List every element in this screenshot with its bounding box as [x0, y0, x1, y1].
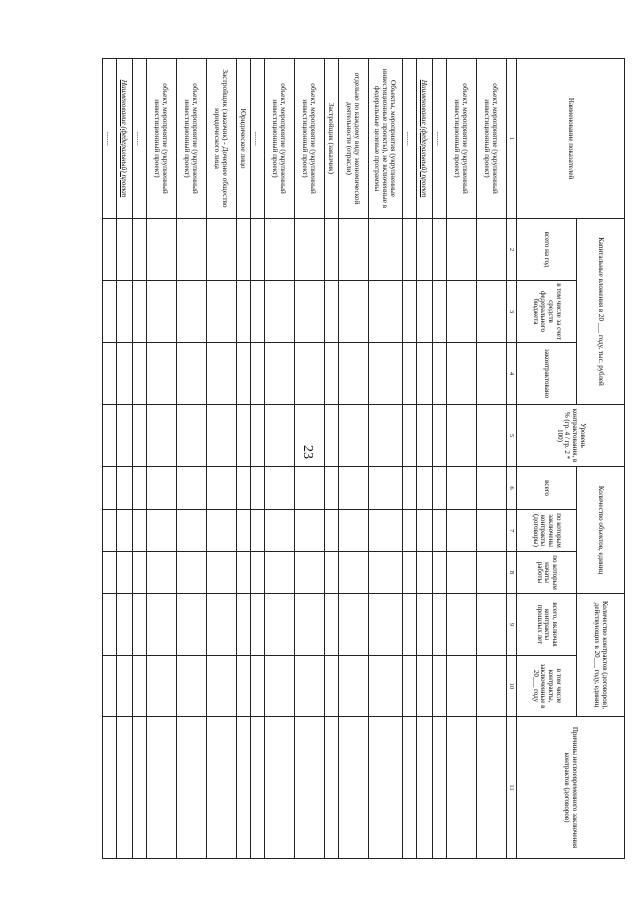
data-cell[interactable]	[402, 343, 416, 405]
data-cell[interactable]	[206, 467, 236, 510]
data-cell[interactable]	[446, 219, 476, 281]
table-row	[146, 59, 176, 859]
data-cell[interactable]	[416, 594, 432, 656]
data-cell[interactable]	[132, 467, 146, 510]
header-objects: Количество объектов, единиц	[577, 467, 625, 594]
data-cell[interactable]	[102, 219, 116, 281]
data-cell[interactable]	[338, 594, 368, 656]
data-cell[interactable]	[368, 656, 402, 717]
data-cell[interactable]	[250, 594, 264, 656]
data-cell[interactable]	[146, 717, 176, 859]
row-label	[446, 59, 476, 219]
row-label	[250, 59, 264, 219]
table-row	[432, 59, 446, 859]
row-label	[324, 59, 338, 219]
data-cell[interactable]	[116, 552, 132, 594]
row-label	[176, 59, 206, 219]
data-cell[interactable]	[132, 281, 146, 343]
data-cell[interactable]	[476, 510, 506, 552]
data-cell[interactable]	[324, 510, 338, 552]
data-cell[interactable]	[446, 281, 476, 343]
table-row	[116, 59, 132, 859]
data-cell[interactable]	[402, 281, 416, 343]
column-number: 8	[506, 552, 516, 594]
data-cell[interactable]	[236, 405, 250, 467]
row-label-text: Застройщик (заказчик)	[327, 102, 337, 175]
table-row	[416, 59, 432, 859]
data-cell[interactable]	[206, 594, 236, 656]
data-cell[interactable]	[416, 219, 432, 281]
data-cell[interactable]	[146, 510, 176, 552]
data-cell[interactable]	[294, 656, 324, 717]
data-cell[interactable]	[402, 717, 416, 859]
data-cell[interactable]	[432, 552, 446, 594]
table-row	[102, 59, 116, 859]
capital-investment-table	[102, 58, 625, 859]
table-row	[264, 59, 294, 859]
data-cell[interactable]	[250, 656, 264, 717]
table-row	[236, 59, 250, 859]
data-cell[interactable]	[146, 594, 176, 656]
row-label-text: Объекты, мероприятия (укрупненные инвестиционные проекты), не включенные в федеральные целевые программы	[373, 68, 399, 209]
row-label-text: объект, мероприятие (укрупненный инвестиционный проект)	[483, 83, 501, 194]
data-cell[interactable]	[368, 717, 402, 859]
header-capital-total: всего на год	[517, 219, 577, 281]
column-number: 2	[506, 219, 516, 281]
data-cell[interactable]	[294, 343, 324, 405]
column-number: 7	[506, 510, 516, 552]
data-cell[interactable]	[294, 552, 324, 594]
data-cell[interactable]	[116, 405, 132, 467]
data-cell[interactable]	[236, 594, 250, 656]
data-cell[interactable]	[338, 219, 368, 281]
data-cell[interactable]	[264, 405, 294, 467]
column-number: 11	[506, 717, 516, 859]
row-label-text: объект, мероприятие (укрупненный инвестиционный проект)	[301, 83, 319, 194]
data-cell[interactable]	[446, 343, 476, 405]
rotated-form	[105, 58, 625, 858]
data-cell[interactable]	[102, 594, 116, 656]
data-cell[interactable]	[446, 552, 476, 594]
data-cell[interactable]	[294, 510, 324, 552]
data-cell[interactable]	[338, 717, 368, 859]
data-cell[interactable]	[176, 594, 206, 656]
data-cell[interactable]	[236, 467, 250, 510]
data-cell[interactable]	[432, 405, 446, 467]
table-row	[338, 59, 368, 859]
data-cell[interactable]	[146, 552, 176, 594]
data-cell[interactable]	[294, 594, 324, 656]
data-cell[interactable]	[116, 717, 132, 859]
data-cell[interactable]	[368, 219, 402, 281]
column-number: 4	[506, 343, 516, 405]
header-capital: Капитальные вложения в 20 ___ году, тыс. рублей	[577, 219, 625, 405]
table-row	[402, 59, 416, 859]
data-cell[interactable]	[324, 281, 338, 343]
table-row	[446, 59, 476, 859]
table-row	[132, 59, 146, 859]
data-cell[interactable]	[102, 281, 116, 343]
data-cell[interactable]	[294, 405, 324, 467]
data-cell[interactable]	[132, 405, 146, 467]
data-cell[interactable]	[250, 467, 264, 510]
column-number: 9	[506, 594, 516, 656]
data-cell[interactable]	[116, 281, 132, 343]
data-cell[interactable]	[402, 656, 416, 717]
header-name: Наименование показателей	[517, 59, 625, 219]
data-cell[interactable]	[324, 552, 338, 594]
row-label	[368, 59, 402, 219]
data-cell[interactable]	[132, 343, 146, 405]
table-row	[476, 59, 506, 859]
row-label-text: ........	[435, 131, 445, 146]
data-cell[interactable]	[102, 656, 116, 717]
data-cell[interactable]	[236, 281, 250, 343]
data-cell[interactable]	[250, 552, 264, 594]
data-cell[interactable]	[324, 405, 338, 467]
data-cell[interactable]	[206, 219, 236, 281]
data-cell[interactable]	[446, 467, 476, 510]
data-cell[interactable]	[368, 281, 402, 343]
data-cell[interactable]	[250, 717, 264, 859]
data-cell[interactable]	[294, 717, 324, 859]
data-cell[interactable]	[176, 656, 206, 717]
data-cell[interactable]	[294, 219, 324, 281]
row-label	[402, 59, 416, 219]
row-label-text: ........	[405, 131, 415, 146]
data-cell[interactable]	[446, 405, 476, 467]
header-objects-total: всего	[517, 467, 577, 510]
row-label-text: Застройщик (заказчик) - Дочернее общество юридического лица	[213, 69, 231, 208]
data-cell[interactable]	[146, 405, 176, 467]
row-label-text: объект, мероприятие (укрупненный инвестиционный проект)	[153, 83, 171, 194]
data-cell[interactable]	[236, 219, 250, 281]
header-capital-federal: в том числе за счет средств федерального бюджета	[517, 281, 577, 343]
data-cell[interactable]	[206, 343, 236, 405]
data-cell[interactable]	[132, 717, 146, 859]
data-cell[interactable]	[338, 552, 368, 594]
data-cell[interactable]	[338, 281, 368, 343]
data-cell[interactable]	[102, 717, 116, 859]
data-cell[interactable]	[416, 405, 432, 467]
data-cell[interactable]	[116, 656, 132, 717]
column-number: 1	[506, 59, 516, 219]
data-cell[interactable]	[416, 281, 432, 343]
data-cell[interactable]	[324, 219, 338, 281]
table-body	[102, 59, 506, 859]
data-cell[interactable]	[476, 594, 506, 656]
data-cell[interactable]	[206, 717, 236, 859]
data-cell[interactable]	[176, 510, 206, 552]
data-cell[interactable]	[402, 219, 416, 281]
data-cell[interactable]	[250, 510, 264, 552]
data-cell[interactable]	[264, 467, 294, 510]
data-cell[interactable]	[206, 281, 236, 343]
data-cell[interactable]	[102, 467, 116, 510]
data-cell[interactable]	[206, 656, 236, 717]
header-capital-contracted: законтрактовано	[517, 343, 577, 405]
data-cell[interactable]	[476, 405, 506, 467]
table-row	[324, 59, 338, 859]
row-label-text: объект, мероприятие (укрупненный инвестиционный проект)	[453, 83, 471, 194]
data-cell[interactable]	[250, 219, 264, 281]
data-cell[interactable]	[236, 343, 250, 405]
header-contracts-concluded: в том числе контракты, заключенные в 20___ году	[517, 656, 577, 717]
table-row	[176, 59, 206, 859]
data-cell[interactable]	[476, 343, 506, 405]
data-cell[interactable]	[206, 552, 236, 594]
row-label	[338, 59, 368, 219]
data-cell[interactable]	[324, 343, 338, 405]
data-cell[interactable]	[476, 281, 506, 343]
column-number: 3	[506, 281, 516, 343]
row-label-text: ........	[253, 131, 263, 146]
data-cell[interactable]	[132, 552, 146, 594]
data-cell[interactable]	[338, 343, 368, 405]
data-cell[interactable]	[116, 219, 132, 281]
data-cell[interactable]	[176, 343, 206, 405]
data-cell[interactable]	[432, 219, 446, 281]
data-cell[interactable]	[132, 510, 146, 552]
data-cell[interactable]	[368, 594, 402, 656]
data-cell[interactable]	[476, 219, 506, 281]
header-contracts-total: всего, включая контракты прошлых лет	[517, 594, 577, 656]
data-cell[interactable]	[324, 717, 338, 859]
data-cell[interactable]	[294, 467, 324, 510]
column-number: 6	[506, 467, 516, 510]
data-cell[interactable]	[402, 594, 416, 656]
row-label-text: Наименование (федеральный) проект	[120, 79, 130, 198]
data-cell[interactable]	[402, 467, 416, 510]
data-cell[interactable]	[324, 656, 338, 717]
data-cell[interactable]	[146, 281, 176, 343]
data-cell[interactable]	[476, 717, 506, 859]
table-row	[250, 59, 264, 859]
row-label-text: объект, мероприятие (укрупненный инвестиционный проект)	[271, 83, 289, 194]
row-label	[146, 59, 176, 219]
data-cell[interactable]	[416, 717, 432, 859]
data-cell[interactable]	[416, 656, 432, 717]
data-cell[interactable]	[264, 717, 294, 859]
page-number: 23	[300, 445, 315, 459]
data-cell[interactable]	[264, 594, 294, 656]
data-cell[interactable]	[338, 510, 368, 552]
data-cell[interactable]	[250, 405, 264, 467]
data-cell[interactable]	[368, 510, 402, 552]
data-cell[interactable]	[116, 510, 132, 552]
row-label-text: Наименование (федеральный) проект	[420, 79, 430, 198]
data-cell[interactable]	[146, 219, 176, 281]
data-cell[interactable]	[432, 281, 446, 343]
data-cell[interactable]	[116, 594, 132, 656]
header-objects-concluded: по которым заключены контракты (договоры)	[517, 510, 577, 552]
data-cell[interactable]	[432, 510, 446, 552]
header-contracts: Количество контрактов (договоров), действующих в 20___ году, единиц	[577, 594, 625, 717]
data-cell[interactable]	[402, 405, 416, 467]
data-cell[interactable]	[402, 510, 416, 552]
data-cell[interactable]	[368, 405, 402, 467]
data-cell[interactable]	[264, 281, 294, 343]
row-label	[236, 59, 250, 219]
data-cell[interactable]	[102, 552, 116, 594]
data-cell[interactable]	[176, 552, 206, 594]
data-cell[interactable]	[102, 405, 116, 467]
header-reasons: Причины несвоевременного заключения контрактов (договоров)	[517, 717, 625, 859]
data-cell[interactable]	[368, 552, 402, 594]
data-cell[interactable]	[446, 717, 476, 859]
row-label	[476, 59, 506, 219]
data-cell[interactable]	[432, 343, 446, 405]
data-cell[interactable]	[236, 552, 250, 594]
data-cell[interactable]	[250, 281, 264, 343]
data-cell[interactable]	[264, 656, 294, 717]
data-cell[interactable]	[264, 552, 294, 594]
data-cell[interactable]	[176, 219, 206, 281]
row-label	[116, 59, 132, 219]
data-cell[interactable]	[338, 656, 368, 717]
data-cell[interactable]	[132, 656, 146, 717]
data-cell[interactable]	[338, 467, 368, 510]
data-cell[interactable]	[476, 552, 506, 594]
data-cell[interactable]	[102, 343, 116, 405]
data-cell[interactable]	[416, 552, 432, 594]
data-cell[interactable]	[416, 343, 432, 405]
data-cell[interactable]	[116, 467, 132, 510]
table-row	[368, 59, 402, 859]
data-cell[interactable]	[476, 467, 506, 510]
data-cell[interactable]	[264, 510, 294, 552]
data-cell[interactable]	[476, 656, 506, 717]
data-cell[interactable]	[432, 467, 446, 510]
data-cell[interactable]	[176, 717, 206, 859]
row-label	[132, 59, 146, 219]
row-label	[416, 59, 432, 219]
row-label	[294, 59, 324, 219]
column-number: 10	[506, 656, 516, 717]
row-label-text: ........	[135, 131, 145, 146]
table-row	[206, 59, 236, 859]
data-cell[interactable]	[264, 219, 294, 281]
data-cell[interactable]	[402, 552, 416, 594]
data-cell[interactable]	[236, 717, 250, 859]
data-cell[interactable]	[176, 405, 206, 467]
data-cell[interactable]	[236, 656, 250, 717]
data-cell[interactable]	[416, 510, 432, 552]
data-cell[interactable]	[432, 656, 446, 717]
data-cell[interactable]	[432, 717, 446, 859]
row-label	[432, 59, 446, 219]
data-cell[interactable]	[146, 343, 176, 405]
row-label	[264, 59, 294, 219]
data-cell[interactable]	[294, 281, 324, 343]
data-cell[interactable]	[446, 594, 476, 656]
data-cell[interactable]	[206, 405, 236, 467]
row-label	[206, 59, 236, 219]
row-label-text: отдельно по каждому виду экономической деятельности (отрасли)	[345, 72, 363, 205]
data-cell[interactable]	[446, 510, 476, 552]
data-cell[interactable]	[264, 343, 294, 405]
data-cell[interactable]	[324, 594, 338, 656]
data-cell[interactable]	[132, 219, 146, 281]
data-cell[interactable]	[146, 656, 176, 717]
data-cell[interactable]	[132, 594, 146, 656]
data-cell[interactable]	[368, 343, 402, 405]
data-cell[interactable]	[250, 343, 264, 405]
row-label-text: Юридическое лицо	[239, 108, 249, 169]
row-label	[102, 59, 116, 219]
data-cell[interactable]	[146, 467, 176, 510]
data-cell[interactable]	[324, 467, 338, 510]
data-cell[interactable]	[416, 467, 432, 510]
data-cell[interactable]	[176, 281, 206, 343]
header-objects-started: по которым начаты работы	[517, 552, 577, 594]
data-cell[interactable]	[432, 594, 446, 656]
row-label-text: объект, мероприятие (укрупненный инвестиционный проект)	[183, 83, 201, 194]
data-cell[interactable]	[176, 467, 206, 510]
data-cell[interactable]	[236, 510, 250, 552]
data-cell[interactable]	[116, 343, 132, 405]
row-label-text: ........	[105, 131, 115, 146]
data-cell[interactable]	[446, 656, 476, 717]
data-cell[interactable]	[338, 405, 368, 467]
header-level: Уровень контрактования, в % (гр. 4 / гр. 2 * 100)	[517, 405, 625, 467]
data-cell[interactable]	[102, 510, 116, 552]
table-row	[294, 59, 324, 859]
data-cell[interactable]	[206, 510, 236, 552]
data-cell[interactable]	[368, 467, 402, 510]
column-number: 5	[506, 405, 516, 467]
